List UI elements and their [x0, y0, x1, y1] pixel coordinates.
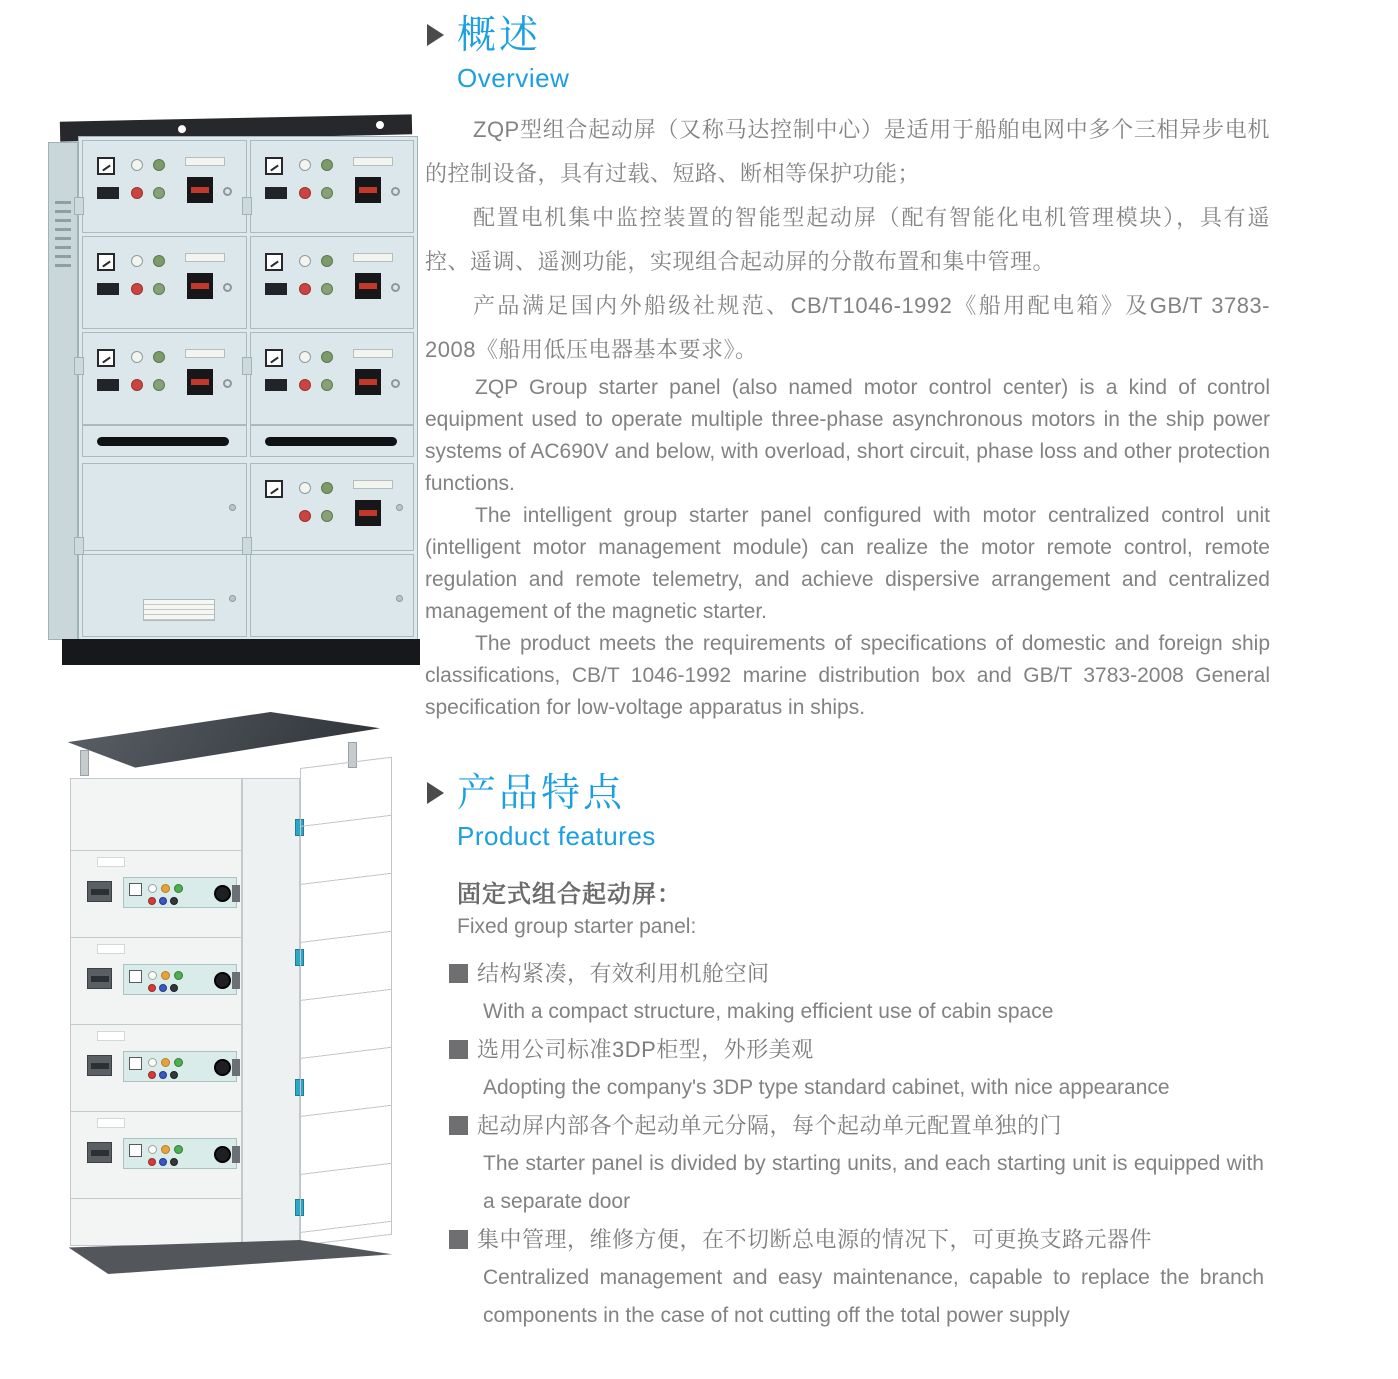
features-subtitle-en: Fixed group starter panel:: [457, 914, 697, 938]
indicator-lamp-green-icon: [174, 1058, 183, 1067]
indicator-lamp-white-icon: [148, 1058, 157, 1067]
bullet-square-icon: [449, 1116, 468, 1135]
rotary-handle-icon: [87, 968, 112, 989]
stop-button-red-icon: [299, 510, 311, 522]
hinge-icon: [74, 357, 84, 375]
canopy-support-icon: [80, 750, 89, 776]
switch-block-icon: [265, 283, 287, 295]
hinge-icon: [74, 197, 84, 215]
feature-text-zh: [449, 955, 1270, 993]
button-black-icon: [170, 984, 178, 992]
indicator-lamp-orange-icon: [161, 1058, 170, 1067]
indicator-lamp-green-icon: [153, 351, 165, 363]
features-list: [425, 955, 1270, 1335]
indicator-lamp-white-icon: [299, 159, 311, 171]
bullet-square-icon: [449, 1040, 468, 1059]
cabinet1-body: [78, 136, 418, 641]
overview-section: [425, 14, 1270, 724]
unit-label-strip: [353, 157, 393, 166]
unit-label-chip: [97, 1031, 125, 1041]
indicator-lamp-white-icon: [299, 255, 311, 267]
rating-nameplate: [143, 599, 215, 621]
door-latch-icon: [232, 972, 240, 989]
switch-block-icon: [97, 283, 119, 295]
starter-unit-door: [71, 851, 241, 938]
unit-label-strip: [353, 253, 393, 262]
overview-title-en: Overview: [457, 62, 570, 93]
indicator-lamp-green-icon: [153, 159, 165, 171]
meter-icon: [97, 349, 115, 367]
feature-text-en: Centralized management and easy maintenance, capable to replace the branch components in the case of not cutting off the total power supply: [483, 1265, 1264, 1327]
door-handle-bar-icon: [97, 437, 229, 446]
overview-paragraphs-zh: [425, 108, 1270, 372]
cabinet2-tall-door: [242, 778, 300, 1246]
cabinet2-header-panel: [71, 779, 241, 851]
control-knob-icon: [214, 1146, 231, 1163]
feature-text-zh: [449, 1107, 1270, 1145]
rotary-handle-icon: [87, 881, 112, 902]
control-strip: [123, 877, 237, 908]
rotary-switch-icon: [355, 273, 381, 299]
indicator-lamp-green-icon: [321, 255, 333, 267]
button-red-icon: [148, 1071, 156, 1079]
unit-label-strip: [353, 349, 393, 358]
door-latch-icon: [232, 885, 240, 902]
door-handle-panel: [250, 425, 415, 457]
feature-text-zh: [449, 1031, 1270, 1069]
door-lock-icon: [391, 283, 400, 292]
button-blue-icon: [159, 984, 167, 992]
meter-icon: [265, 349, 283, 367]
meter-icon: [97, 253, 115, 271]
cabinet2-top-canopy: [58, 712, 380, 770]
cabinet2-side-panel: [300, 757, 392, 1246]
paragraph-en: The product meets the requirements of specifications of domestic and foreign ship classifications, CB/T 1046-1992 marine distribution box and GB/T 3783-2008 General specification for low-voltage apparatus in ships.: [425, 631, 1270, 719]
unit-label-strip: [185, 157, 225, 166]
starter-unit-door: [71, 1025, 241, 1112]
starter-unit-panel: [82, 236, 247, 329]
control-knob-icon: [214, 1059, 231, 1076]
unit-label-strip: [353, 480, 393, 489]
cabinet1-side-panel: [48, 142, 78, 640]
section-marker-triangle-icon: [427, 24, 444, 46]
indicator-lamp-green-icon: [321, 351, 333, 363]
bullet-square-icon: [449, 964, 468, 983]
starter-unit-door: [71, 938, 241, 1025]
indicator-lamp-white-icon: [148, 884, 157, 893]
start-button-green-icon: [321, 510, 333, 522]
indicator-lamp-white-icon: [148, 971, 157, 980]
hinge-icon: [242, 357, 252, 375]
door-lock-icon: [223, 283, 232, 292]
cabinet2-starter-units: [71, 851, 241, 1199]
start-button-green-icon: [321, 187, 333, 199]
feature-text-en: Adopting the company's 3DP type standard cabinet, with nice appearance: [483, 1075, 1170, 1099]
button-blue-icon: [159, 1158, 167, 1166]
indicator-lamp-green-icon: [321, 482, 333, 494]
control-strip: [123, 964, 237, 995]
vent-grille-icon: [55, 201, 71, 273]
mounting-hole-icon: [178, 125, 186, 133]
stop-button-red-icon: [299, 379, 311, 391]
indicator-lamp-orange-icon: [161, 884, 170, 893]
switch-block-icon: [97, 379, 119, 391]
overview-header: [425, 14, 1270, 94]
stop-button-red-icon: [131, 283, 143, 295]
feature-zh-label: 起动屏内部各个起动单元分隔，每个起动单元配置单独的门: [477, 1112, 1063, 1138]
features-title-en: Product features: [457, 820, 656, 851]
rotary-handle-icon: [87, 1142, 112, 1163]
meter-icon: [265, 157, 283, 175]
rotary-switch-icon: [187, 273, 213, 299]
hinge-icon: [242, 537, 252, 555]
features-title-zh: 产品特点: [457, 772, 626, 815]
stop-button-red-icon: [299, 187, 311, 199]
stop-button-red-icon: [131, 187, 143, 199]
meter-icon: [129, 1057, 142, 1070]
button-black-icon: [170, 897, 178, 905]
control-door-panel: [250, 463, 415, 551]
indicator-lamp-green-icon: [174, 971, 183, 980]
blank-door-panel: [82, 463, 247, 551]
feature-item: [449, 955, 1270, 1031]
screw-icon: [229, 504, 236, 511]
overview-paragraphs-en: [425, 372, 1270, 724]
bottom-door-panel: [82, 554, 247, 637]
paragraph-en: ZQP Group starter panel (also named motor control center) is a kind of control equipment used to operate multiple three-phase asynchronous motors in the ship power systems of AC690V and below, with overload, short circuit, phase loss and other protection functions.: [425, 375, 1270, 495]
meter-icon: [265, 253, 283, 271]
switch-block-icon: [97, 187, 119, 199]
hinge-icon: [74, 537, 84, 555]
door-lock-icon: [223, 187, 232, 196]
indicator-lamp-green-icon: [174, 1145, 183, 1154]
starter-unit-panel: [82, 332, 247, 425]
starter-unit-panel: [250, 236, 415, 329]
meter-icon: [129, 1144, 142, 1157]
door-latch-icon: [232, 1059, 240, 1076]
indicator-lamp-white-icon: [299, 482, 311, 494]
section-marker-triangle-icon: [427, 782, 444, 804]
button-red-icon: [148, 897, 156, 905]
cabinet1-base-plinth: [62, 639, 420, 665]
switch-block-icon: [265, 379, 287, 391]
button-blue-icon: [159, 897, 167, 905]
feature-zh-label: 集中管理，维修方便，在不切断总电源的情况下，可更换支路元器件: [477, 1226, 1153, 1252]
feature-item: [449, 1107, 1270, 1221]
door-handle-bar-icon: [265, 437, 397, 446]
control-knob-icon: [214, 972, 231, 989]
door-latch-icon: [232, 1146, 240, 1163]
bullet-square-icon: [449, 1230, 468, 1249]
rotary-switch-icon: [355, 177, 381, 203]
features-header: [425, 772, 1270, 852]
start-button-green-icon: [321, 379, 333, 391]
indicator-lamp-white-icon: [299, 351, 311, 363]
feature-text-zh: [449, 1221, 1270, 1259]
paragraph-zh: 配置电机集中监控装置的智能型起动屏（配有智能化电机管理模块），具有遥控、遥调、遥测功能，实现组合起动屏的分散布置和集中管理。: [425, 204, 1270, 274]
door-handle-panel: [82, 425, 247, 457]
cabinet2-front-column: [70, 778, 242, 1246]
door-lock-icon: [391, 187, 400, 196]
feature-zh-label: 结构紧凑，有效利用机舱空间: [477, 960, 770, 986]
unit-label-strip: [185, 349, 225, 358]
start-button-green-icon: [153, 187, 165, 199]
door-lock-icon: [391, 379, 400, 388]
screw-icon: [396, 504, 403, 511]
screw-icon: [396, 595, 403, 602]
starter-unit-panel: [82, 140, 247, 233]
feature-text-en: With a compact structure, making efficient use of cabin space: [483, 999, 1054, 1023]
button-red-icon: [148, 1158, 156, 1166]
stop-button-red-icon: [131, 379, 143, 391]
indicator-lamp-green-icon: [321, 159, 333, 171]
indicator-lamp-white-icon: [131, 351, 143, 363]
starter-unit-panel: [250, 140, 415, 233]
feature-zh-label: 选用公司标准3DP柜型，外形美观: [477, 1036, 814, 1062]
cabinet1-handle-row: [82, 425, 414, 457]
rotary-switch-icon: [355, 500, 381, 526]
meter-icon: [129, 883, 142, 896]
unit-label-chip: [97, 1118, 125, 1128]
paragraph-zh: ZQP型组合起动屏（又称马达控制中心）是适用于船舶电网中多个三相异步电机的控制设备，具有过载、短路、断相等保护功能；: [425, 116, 1270, 186]
screw-icon: [229, 595, 236, 602]
control-strip: [123, 1051, 237, 1082]
rotary-switch-icon: [187, 177, 213, 203]
stop-button-red-icon: [299, 283, 311, 295]
rotary-handle-icon: [87, 1055, 112, 1076]
starter-unit-panel: [250, 332, 415, 425]
indicator-lamp-green-icon: [153, 255, 165, 267]
control-strip: [123, 1138, 237, 1169]
cabinet-photo-3dp-cabinet: [58, 712, 393, 1274]
meter-icon: [129, 970, 142, 983]
overview-title-zh: 概述: [457, 14, 542, 57]
paragraph-en: The intelligent group starter panel configured with motor centralized control unit (intelligent motor management module) can realize the motor remote control, remote regulation and remote telemetry, and achieve dispersive arrangement and centralized management of the magnetic starter.: [425, 503, 1270, 623]
mounting-hole-icon: [376, 121, 384, 129]
unit-label-chip: [97, 857, 125, 867]
indicator-lamp-white-icon: [131, 255, 143, 267]
start-button-green-icon: [321, 283, 333, 295]
rotary-switch-icon: [187, 369, 213, 395]
rotary-switch-icon: [355, 369, 381, 395]
button-black-icon: [170, 1158, 178, 1166]
feature-text-en: The starter panel is divided by starting units, and each starting unit is equipped with a separate door: [483, 1151, 1264, 1213]
door-lock-icon: [223, 379, 232, 388]
starter-unit-door: [71, 1112, 241, 1199]
indicator-lamp-orange-icon: [161, 971, 170, 980]
feature-item: [449, 1031, 1270, 1107]
start-button-green-icon: [153, 379, 165, 391]
button-black-icon: [170, 1071, 178, 1079]
indicator-lamp-white-icon: [131, 159, 143, 171]
switch-block-icon: [265, 187, 287, 199]
paragraph-zh: 产品满足国内外船级社规范、CB/T1046-1992《船用配电箱》及GB/T 3783-2008《船用低压电器基本要求》。: [425, 292, 1270, 362]
unit-label-chip: [97, 944, 125, 954]
unit-label-strip: [185, 253, 225, 262]
start-button-green-icon: [153, 283, 165, 295]
cabinet-photo-fixed-starter-panel: [48, 98, 420, 666]
meter-icon: [265, 480, 283, 498]
features-subtitle-zh: 固定式组合起动屏：: [457, 880, 682, 908]
hinge-icon: [242, 197, 252, 215]
button-red-icon: [148, 984, 156, 992]
indicator-lamp-white-icon: [148, 1145, 157, 1154]
control-knob-icon: [214, 885, 231, 902]
feature-item: [449, 1221, 1270, 1335]
indicator-lamp-green-icon: [174, 884, 183, 893]
cabinet1-bottom-doors: [82, 554, 414, 637]
meter-icon: [97, 157, 115, 175]
bottom-door-panel: [250, 554, 415, 637]
indicator-lamp-orange-icon: [161, 1145, 170, 1154]
cabinet1-starter-units: [82, 140, 414, 425]
features-section: [425, 772, 1270, 1335]
button-blue-icon: [159, 1071, 167, 1079]
